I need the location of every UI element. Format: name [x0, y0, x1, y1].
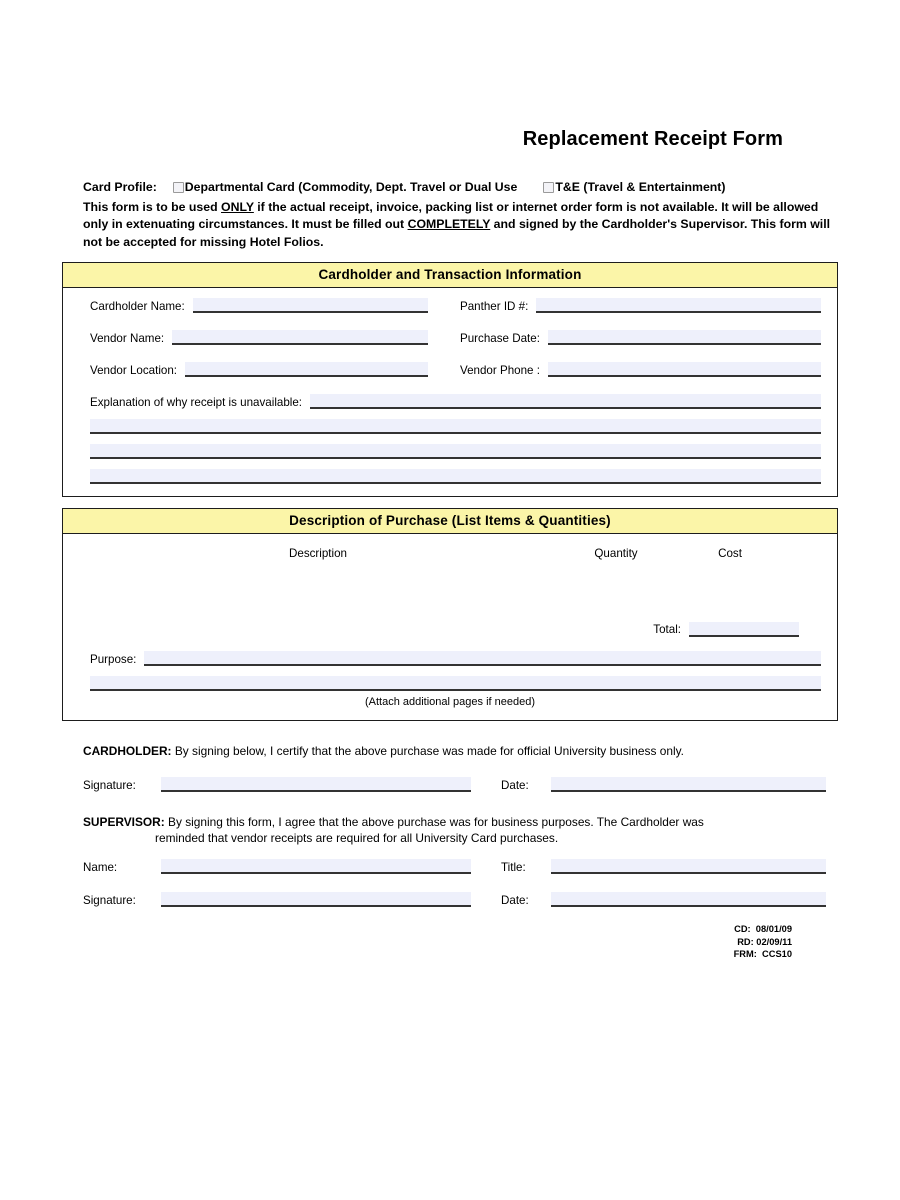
- explanation-input-line-1[interactable]: [310, 394, 821, 409]
- section-purchase-body: [63, 534, 837, 720]
- column-header-cost: Cost: [718, 547, 742, 561]
- section-cardholder-transaction: [62, 262, 838, 497]
- vendor-location-label: Vendor Location:: [90, 363, 178, 377]
- field-group-cardholder-date: [501, 777, 826, 792]
- vendor-phone-label: Vendor Phone :: [460, 363, 540, 377]
- intro-block: [62, 180, 838, 251]
- attach-pages-note: (Attach additional pages if needed): [364, 696, 535, 709]
- field-group-vendor-phone: [450, 362, 821, 377]
- purchase-date-input[interactable]: [548, 330, 821, 345]
- supervisor-statement-heading: SUPERVISOR:: [83, 815, 165, 830]
- purpose-label: Purpose:: [90, 652, 137, 666]
- total-label: Total:: [653, 623, 681, 637]
- field-group-vendor-location: [79, 362, 450, 377]
- field-group-supervisor-date: [501, 892, 826, 907]
- field-group-cardholder-name: [79, 298, 450, 313]
- field-group-supervisor-title: [501, 859, 826, 874]
- purpose-row: [79, 651, 821, 666]
- section-cardholder-body: [63, 288, 837, 496]
- explanation-first-row: [90, 394, 821, 409]
- supervisor-signature-date-fields: [83, 892, 826, 907]
- supervisor-name-input[interactable]: [161, 859, 471, 874]
- intro-part-1: This form is to be used: [83, 199, 222, 214]
- total-row: [79, 622, 821, 637]
- section-cardholder-header: Cardholder and Transaction Information: [63, 263, 837, 288]
- checkbox-t-and-e[interactable]: [543, 182, 554, 193]
- supervisor-signature-label: Signature:: [83, 893, 136, 907]
- supervisor-date-label: Date:: [501, 893, 529, 907]
- cardholder-date-input[interactable]: [551, 777, 826, 792]
- field-row-cardholder-name: [79, 298, 821, 313]
- field-group-vendor-name: [79, 330, 450, 345]
- checkbox-departmental-card[interactable]: [173, 182, 184, 193]
- cardholder-date-label: Date:: [501, 778, 529, 792]
- card-profile-label: Card Profile:: [83, 179, 157, 194]
- field-row-vendor-name: [79, 330, 821, 345]
- intro-emphasis-completely: COMPLETELY: [407, 217, 491, 232]
- purpose-input-line-2[interactable]: [90, 676, 821, 691]
- panther-id-input[interactable]: [536, 298, 821, 313]
- purchase-table-header: [79, 547, 821, 560]
- field-group-purchase-date: [450, 330, 821, 345]
- column-header-description: Description: [289, 547, 347, 561]
- footer-code-rd: RD: 02/09/11: [737, 936, 792, 947]
- panther-id-label: Panther ID #:: [460, 299, 529, 313]
- total-input[interactable]: [689, 622, 799, 637]
- supervisor-title-label: Title:: [501, 860, 526, 874]
- footer-code-frm: FRM: CCS10: [733, 948, 792, 959]
- column-header-quantity: Quantity: [594, 547, 638, 561]
- supervisor-statement-line-1: By signing this form, I agree that the above purchase was for business purposes. The Cardholder was: [168, 815, 704, 830]
- supervisor-name-title-fields: [83, 859, 826, 874]
- supervisor-name-label: Name:: [83, 860, 118, 874]
- cardholder-statement-heading: CARDHOLDER:: [83, 744, 172, 759]
- explanation-input-line-2[interactable]: [90, 419, 821, 434]
- footer-code-cd: CD: 08/01/09: [734, 924, 792, 935]
- field-group-panther-id: [450, 298, 821, 313]
- checkbox-t-and-e-label: T&E (Travel & Entertainment): [555, 180, 726, 194]
- purpose-input-line-1[interactable]: [144, 651, 821, 666]
- field-group-cardholder-signature: [83, 777, 501, 792]
- card-profile-row: [83, 180, 833, 195]
- intro-paragraph: [83, 199, 833, 251]
- intro-part-2: if the actual receipt, invoice, packing list or internet order form is not available. It will be allowed only in extenuating circumstances. It must be filled out: [83, 199, 819, 232]
- explanation-group: [79, 394, 821, 484]
- field-row-vendor-location: [79, 362, 821, 377]
- supervisor-statement-line-2: reminded that vendor receipts are required for all University Card purchases.: [155, 831, 559, 846]
- section-purchase-header: Description of Purchase (List Items & Quantities): [63, 509, 837, 534]
- intro-part-3: and signed by the Cardholder's Supervisor. This form will not be accepted for missing Hotel Folios.: [83, 217, 831, 249]
- cardholder-statement: [83, 743, 826, 759]
- supervisor-signature-block: [62, 814, 838, 907]
- field-group-supervisor-name: [83, 859, 501, 874]
- cardholder-statement-text: By signing below, I certify that the above purchase was made for official University business only.: [174, 744, 684, 759]
- cardholder-signature-block: [62, 743, 838, 792]
- supervisor-date-input[interactable]: [551, 892, 826, 907]
- column-spacer: [785, 547, 799, 560]
- cardholder-signature-input[interactable]: [161, 777, 471, 792]
- cardholder-signature-label: Signature:: [83, 778, 136, 792]
- vendor-phone-input[interactable]: [548, 362, 821, 377]
- supervisor-statement: [83, 814, 826, 846]
- supervisor-title-input[interactable]: [551, 859, 826, 874]
- checkbox-departmental-card-label: Departmental Card (Commodity, Dept. Travel or Dual Use: [184, 180, 518, 194]
- explanation-input-line-3[interactable]: [90, 444, 821, 459]
- footer-revision-codes: [62, 923, 838, 960]
- cardholder-signature-fields: [83, 777, 826, 792]
- total-field-wrap: [689, 622, 799, 637]
- section-description-of-purchase: [62, 508, 838, 721]
- cardholder-name-label: Cardholder Name:: [90, 299, 185, 313]
- page-title: Replacement Receipt Form: [522, 128, 783, 150]
- explanation-input-line-4[interactable]: [90, 469, 821, 484]
- field-group-supervisor-signature: [83, 892, 501, 907]
- vendor-location-input[interactable]: [185, 362, 428, 377]
- explanation-label: Explanation of why receipt is unavailable:: [90, 395, 303, 409]
- supervisor-signature-input[interactable]: [161, 892, 471, 907]
- intro-emphasis-only: ONLY: [221, 199, 254, 214]
- title-row: [62, 0, 838, 150]
- purchase-date-label: Purchase Date:: [460, 331, 540, 345]
- cardholder-name-input[interactable]: [193, 298, 428, 313]
- vendor-name-input[interactable]: [172, 330, 428, 345]
- vendor-name-label: Vendor Name:: [90, 331, 165, 345]
